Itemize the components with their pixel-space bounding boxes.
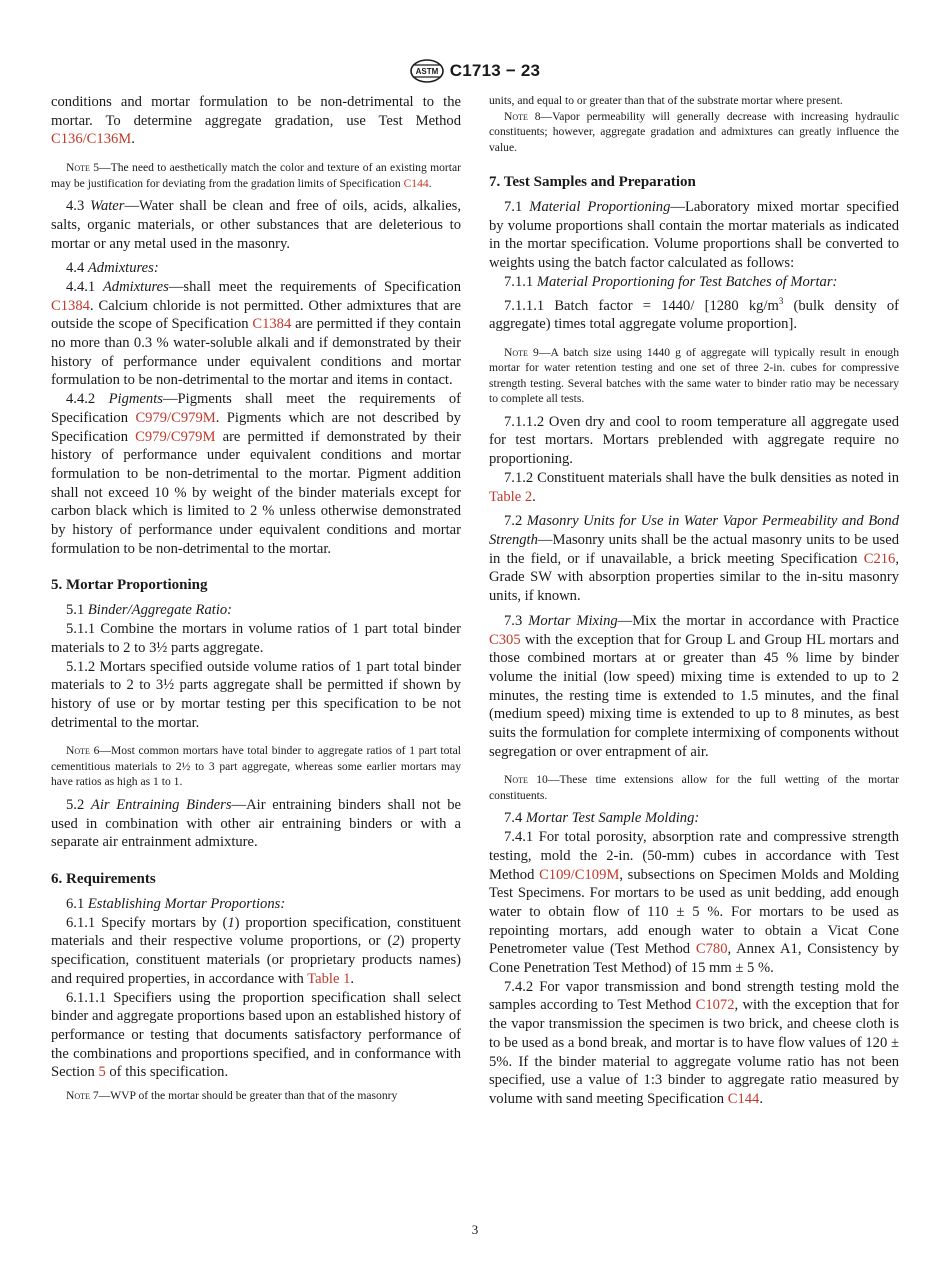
paragraph-5-1-2: 5.1.2 Mortars specified outside volume ratios of 1 part total binder materials to 2 to 3½ parts aggregate shall be permitted if shown by history of use or by mortar testing per this specification to be not detrimental to the mortar. (51, 658, 461, 731)
astm-logo-text: ASTM (415, 67, 439, 76)
ref-c1384[interactable]: C1384 (252, 316, 292, 333)
astm-logo-icon (410, 58, 444, 84)
paragraph-6-1-1: 6.1.1 Specify mortars by (1) proportion specification, constituent materials and their respective volume proportions, or (2) property specification, constituent materials (or proprietary products names) and required properties, in accordance with Table 1. (51, 914, 461, 987)
section-heading-7: 7. Test Samples and Preparation (489, 174, 696, 190)
paragraph-7-4-1: 7.4.1 For total porosity, absorption rate and compressive strength testing, mold the 2-in. (50-mm) cubes in accordance with Test Method C109/C109M, subsections on Specimen Molds and Molding Test Specimens. For mortars to be used as unit bedding, add enough water to obtain flow of 110 ± 5 %. For mortars to be used as repointing mortars, add enough water to obtain a Vicat Cone Penetrometer value (Test Method C780, Annex A1, Consistency by Cone Penetration Test Method) of 15 mm ± 5 %. (489, 829, 899, 977)
ref-c136[interactable]: C136/C136M (51, 131, 132, 148)
page-header (0, 56, 950, 86)
paragraph-4-4: 4.4 Admixtures: (66, 260, 159, 277)
paragraph-4-4-1: 4.4.1 Admixtures—shall meet the requirements of Specification C1384. Calcium chloride is not permitted. Other admixtures that are outside the scope of Specification C1384 are permitted if they contain no more than 0.3 % water-soluble alkali and if demonstrated by their history of performance under equivalent conditions and mortar formulation to be non-detrimental to the mortar and items in contact. (51, 278, 461, 389)
ref-c979[interactable]: C979/C979M (135, 428, 216, 445)
paragraph-7-1-1: 7.1.1 Material Proportioning for Test Batches of Mortar: (504, 273, 838, 290)
left-column (51, 93, 461, 1104)
ref-c1072[interactable]: C1072 (695, 997, 735, 1014)
paragraph-6-1-1-1: 6.1.1.1 Specifiers using the proportion specification shall select binder and aggregate proportions based upon an established history of performance or testing that documents satisfactory performance of the combinations and proportions specified, and in conformance with Section 5 of this specification. (51, 989, 461, 1081)
paragraph-7-1-1-2: 7.1.1.2 Oven dry and cool to room temperature all aggregate used for test mortars. Mortars preblended with aggregate require no proportioning. (489, 413, 899, 468)
ref-c144[interactable]: C144 (403, 176, 429, 190)
paragraph-7-2: 7.2 Masonry Units for Use in Water Vapor Permeability and Bond Strength—Masonry units shall be the actual masonry units to be used in the field, or if unavailable, a brick meeting Specification C216, Grade SW with absorption properties similar to the in-situ masonry units, if known. (489, 513, 899, 605)
note-5: Note 5—The need to aesthetically match the color and texture of an existing mortar may be justification for deviating from the gradation limits of Specification C144. (51, 161, 461, 190)
paragraph-7-1: 7.1 Material Proportioning—Laboratory mixed mortar specified by volume proportions shall contain the mortar materials as indicated in the mortar specification. Volume proportions shall be converted to weights using the batch factor calculated as follows: (489, 199, 900, 272)
ref-c1384[interactable]: C1384 (51, 297, 90, 314)
right-column (489, 93, 899, 1109)
note-9: Note 9—A batch size using 1440 g of aggregate will typically result in enough mortar for water retention testing and one set of three 2-in. cubes for compressive strength testing. Several batches with the same water to binder ratio may be necessary to complete all tests. (489, 345, 899, 406)
paragraph-6-1: 6.1 Establishing Mortar Proportions: (66, 896, 286, 912)
ref-c144[interactable]: C144 (727, 1090, 760, 1107)
page-number: 3 (471, 1222, 479, 1237)
document-id: C1713 − 23 (449, 61, 541, 80)
paragraph-7-4-2: 7.4.2 For vapor transmission and bond strength testing mold the samples according to Test Method C1072, with the exception that for the vapor transmission the specimen is two brick, and cheese cloth is to be used as a bond break, and mortar is to have flow values of 120 ± 5%. If the binder material to aggregate volume ratio has not been specified, use a value of 1:3 binder to aggregate ratio measured by volume with sand meeting Specification C144. (489, 978, 900, 1107)
paragraph-7-3: 7.3 Mortar Mixing—Mix the mortar in accordance with Practice C305 with the exception that for Group L and Group HL mortars and those combined mortars at or greater than 45 % lime by binder volume the initial (low speed) mixing time is extended to up to 2 minutes, the resting time is extended to 1.5 minutes, and the final (medium speed) mixing time is extended to up to 8 minutes, as best suits the formulation for complete intermixing of components without segregation or over entrapment of air. (489, 612, 899, 760)
paragraph-4-4-2: 4.4.2 Pigments—Pigments shall meet the requirements of Specification C979/C979M. Pigments which are not described by Specification C979/C979M are permitted if demonstrated by their history of performance under equivalent conditions and mortar formulation to be non-detrimental to the mortar. Pigment addition shall not exceed 10 % by weight of the binder materials except for carbon black which is limited to 2 % unless otherwise demonstrated by history of performance under equivalent conditions and mortar formulation to be non-detrimental to the mortar. (51, 391, 461, 557)
section-heading-5: 5. Mortar Proportioning (51, 577, 208, 594)
note-10: Note 10—These time extensions allow for the full wetting of the mortar constituents. (489, 773, 900, 802)
ref-c109[interactable]: C109/C109M (539, 866, 620, 883)
paragraph-7-1-2: 7.1.2 Constituent materials shall have the bulk densities as noted in Table 2. (489, 469, 899, 505)
note-7: Note 7—WVP of the mortar should be greater than that of the masonry (66, 1089, 398, 1103)
paragraph-7-4: 7.4 Mortar Test Sample Molding: (504, 810, 700, 827)
ref-c979[interactable]: C979/C979M (135, 409, 216, 426)
section-heading-6: 6. Requirements (51, 871, 156, 887)
paragraph-5-2: 5.2 Air Entraining Binders—Air entraining binders shall not be used in combination with other air entraining binders or with a separate air entrainment admixture. (51, 796, 462, 851)
note-6: Note 6—Most common mortars have total binder to aggregate ratios of 1 part total cementitious materials to 2½ to 3 part aggregate, whereas some earlier mortars may have ratios as high as 1 to 1. (51, 744, 461, 789)
ref-c780[interactable]: C780 (695, 941, 728, 958)
paragraph-4-2-continued: conditions and mortar formulation to be non-detrimental to the mortar. To determine aggregate gradation, use Test Method C136/C136M. (51, 94, 461, 148)
ref-table-2[interactable]: Table 2 (489, 488, 533, 505)
ref-table-1[interactable]: Table 1 (307, 970, 351, 987)
ref-section-5[interactable]: 5 (98, 1064, 106, 1081)
paragraph-4-3: 4.3 Water—Water shall be clean and free of oils, acids, alkalies, salts, organic materials, or other substances that are deleterious to mortar or any metal used in the masonry. (51, 198, 461, 252)
paragraph-5-1: 5.1 Binder/Aggregate Ratio: (66, 602, 233, 619)
note-8: Note 8—Vapor permeability will generally decrease with increasing hydraulic constituents; however, aggregate gradation and admixtures can greatly influence the value. (489, 109, 900, 154)
ref-c305[interactable]: C305 (489, 631, 521, 648)
note-7-continued: units, and equal to or greater than that of the substrate mortar where present. (489, 94, 843, 107)
paragraph-5-1-1: 5.1.1 Combine the mortars in volume ratios of 1 part total binder materials to 2 to 3½ parts aggregate. (51, 621, 461, 656)
ref-c216[interactable]: C216 (863, 550, 896, 567)
paragraph-7-1-1-1: 7.1.1.1 Batch factor = 1440/ [1280 $kg/m^3$ (bulk density of aggregate) times total aggregate volume proportion]. (489, 295, 899, 333)
